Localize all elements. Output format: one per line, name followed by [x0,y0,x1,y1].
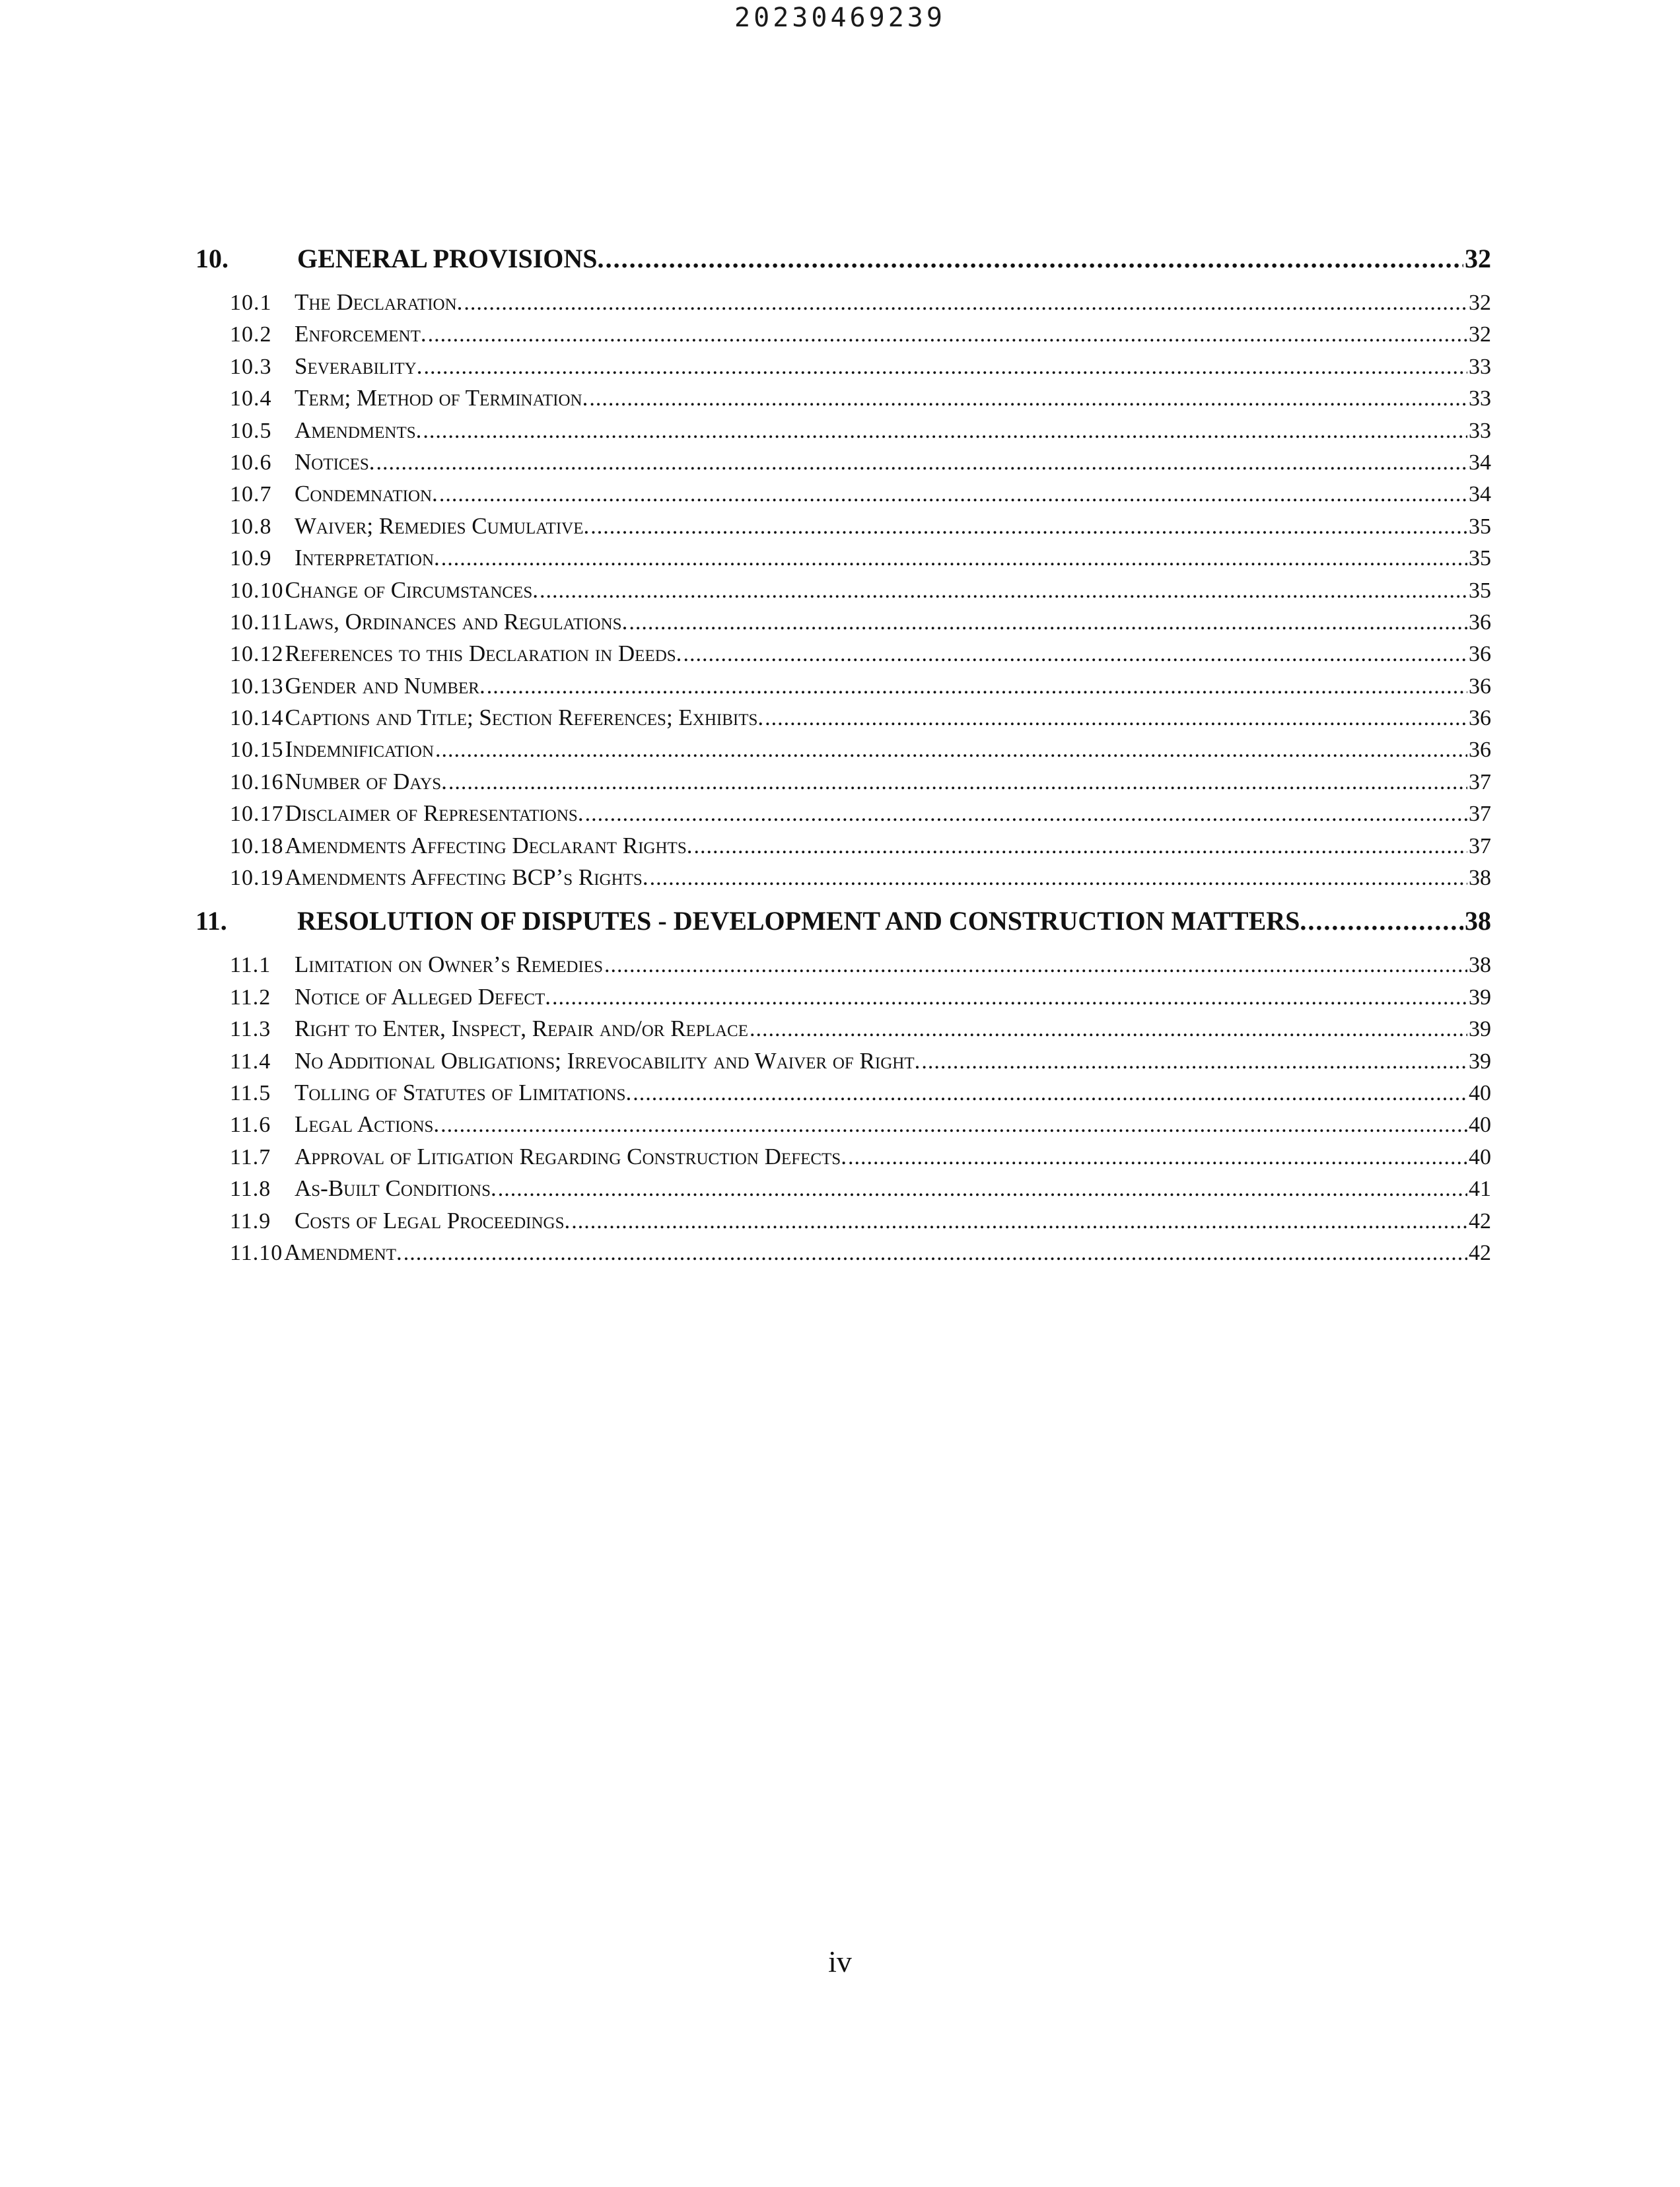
entry-page: 39 [1469,1049,1491,1074]
entry-number: 11.10 [230,1240,283,1265]
dot-leader [1308,905,1463,936]
dot-leader [633,1081,1467,1106]
dot-leader [435,738,1467,763]
section-number: 10. [195,244,228,273]
dot-leader [606,243,1463,274]
entry-page: 32 [1469,291,1491,315]
dot-leader [403,1241,1467,1266]
entry-number: 10.19 [230,866,284,891]
toc-entry[interactable] [195,449,1491,481]
toc-entry[interactable] [195,1144,1491,1175]
dot-leader [498,1177,1467,1202]
section-title: RESOLUTION OF DISPUTES - DEVELOPMENT AND CONSTRUCTION MATTERS. [297,906,1307,936]
entry-number: 11.8 [230,1177,271,1202]
dot-leader [585,802,1467,827]
toc-entry[interactable] [195,417,1491,449]
entry-number: 11.3 [230,1017,271,1042]
entry-number: 11.9 [230,1208,271,1233]
toc-section-heading[interactable] [195,905,1491,937]
entry-number: 10.16 [230,769,284,794]
entry-number: 10.11 [230,609,283,635]
entry-number: 10.17 [230,802,284,827]
entry-title: The Declaration. [295,289,463,315]
entry-title: Interpretation. [295,545,440,571]
entry-number: 10.8 [230,514,272,539]
dot-leader [650,866,1467,891]
entry-page: 39 [1469,1017,1491,1042]
toc-entry[interactable] [195,353,1491,385]
entry-title: Term; Method of Termination. [295,385,588,411]
entry-title: Right to Enter, Inspect, Repair and/or Replace [295,1016,748,1042]
dot-leader [765,706,1467,731]
toc-entry[interactable] [195,705,1491,736]
dot-leader [439,482,1467,507]
toc-section-items [195,289,1491,896]
entry-title: No Additional Obligations; Irrevocability and Waiver of Right. [295,1047,921,1074]
dot-leader [441,546,1467,571]
entry-page: 42 [1469,1240,1491,1265]
toc-entry[interactable] [195,984,1491,1016]
entry-page: 39 [1469,985,1491,1010]
toc-entry[interactable] [195,385,1491,417]
dot-leader [693,834,1467,859]
dot-leader [604,953,1467,978]
toc-entry[interactable] [195,952,1491,983]
toc-entry[interactable] [195,864,1491,896]
page-number: iv [828,1945,852,1978]
entry-title: Amendments Affecting Declarant Rights. [285,832,693,858]
entry-page: 35 [1469,514,1491,539]
entry-page: 38 [1469,866,1491,891]
dot-leader [571,1209,1467,1234]
entry-page: 36 [1469,674,1491,699]
entry-number: 10.7 [230,482,272,507]
section-number: 11. [195,906,227,936]
toc-entry[interactable] [195,513,1491,545]
entry-title: Enforcement. [295,321,427,347]
entry-title: Limitation on Owner’s Remedies [295,952,603,978]
entry-number: 11.5 [230,1080,271,1105]
toc-entry[interactable] [195,833,1491,864]
toc-entry[interactable] [195,641,1491,672]
entry-title: Laws, Ordinances and Regulations. [284,608,628,635]
entry-page: 34 [1469,450,1491,475]
toc-entry[interactable] [195,1208,1491,1239]
dot-leader [428,322,1467,347]
dot-leader [487,674,1467,699]
entry-number: 10.10 [230,578,284,603]
toc-entry[interactable] [195,800,1491,832]
entry-page: 36 [1469,706,1491,731]
dot-leader [448,770,1467,795]
entry-title: Gender and Number. [285,672,485,699]
dot-leader [440,1113,1467,1138]
entry-number: 11.1 [230,953,271,978]
entry-page: 33 [1469,418,1491,443]
entry-number: 10.9 [230,546,272,571]
dot-leader [423,355,1467,380]
entry-title: Waiver; Remedies Cumulative. [295,512,590,539]
toc-entry[interactable] [195,736,1491,768]
entry-title: References to this Declaration in Deeds. [285,641,682,667]
entry-number: 10.2 [230,322,272,347]
entry-title: As-Built Conditions. [295,1175,497,1202]
entry-page: 36 [1469,642,1491,667]
entry-title: Tolling of Statutes of Limitations. [295,1079,632,1105]
section-page: 32 [1465,244,1491,273]
toc-section-items [195,952,1491,1271]
dot-leader [683,642,1467,667]
entry-number: 10.5 [230,418,272,443]
entry-title: Amendment. [284,1239,402,1265]
entry-page: 36 [1469,738,1491,763]
entry-number: 11.7 [230,1144,271,1169]
entry-title: Legal Actions. [295,1111,440,1138]
entry-number: 10.13 [230,674,284,699]
toc-entry[interactable] [195,769,1491,800]
section-page: 38 [1465,906,1491,936]
entry-title: Notices. [295,448,375,475]
entry-page: 37 [1469,802,1491,827]
entry-page: 41 [1469,1177,1491,1202]
dot-leader [629,610,1467,635]
toc-section-heading[interactable] [195,243,1491,275]
entry-title: Condemnation. [295,481,438,507]
toc-entry[interactable] [195,1080,1491,1111]
entry-title: Approval of Litigation Regarding Construction Defects. [295,1143,847,1169]
entry-page: 38 [1469,953,1491,978]
dot-leader [921,1049,1467,1074]
entry-title: Number of Days. [285,768,447,794]
entry-title: Notice of Alleged Defect. [295,983,551,1010]
dot-leader [540,578,1467,604]
toc-entry[interactable] [195,545,1491,576]
entry-page: 34 [1469,482,1491,507]
entry-page: 35 [1469,578,1491,603]
entry-number: 11.4 [230,1049,271,1074]
entry-number: 10.1 [230,291,272,315]
dot-leader [464,291,1467,316]
toc-entry[interactable] [195,1016,1491,1047]
toc-entry[interactable] [195,481,1491,512]
entry-number: 10.15 [230,738,284,763]
entry-number: 10.14 [230,706,284,731]
toc-entry[interactable] [195,1239,1491,1271]
entry-number: 10.12 [230,642,284,667]
section-title: GENERAL PROVISIONS. [297,244,604,273]
entry-title: Costs of Legal Proceedings. [295,1207,571,1233]
entry-page: 42 [1469,1208,1491,1233]
entry-page: 36 [1469,609,1491,635]
entry-page: 37 [1469,833,1491,858]
entry-title: Severability. [295,353,423,379]
entry-title: Change of Circumstances. [285,576,538,603]
entry-page: 32 [1469,322,1491,347]
entry-page: 35 [1469,546,1491,571]
entry-number: 10.18 [230,833,284,858]
entry-title: Disclaimer of Representations. [285,800,584,827]
entry-number: 10.3 [230,354,272,379]
toc-entry[interactable] [195,1111,1491,1143]
entry-title: Amendments Affecting BCP’s Rights. [285,864,648,891]
table-of-contents [195,243,1491,1280]
toc-entry[interactable] [195,289,1491,321]
entry-page: 33 [1469,386,1491,411]
dot-leader [848,1145,1467,1170]
toc-entry[interactable] [195,609,1491,641]
entry-number: 10.4 [230,386,272,411]
entry-page: 40 [1469,1113,1491,1138]
dot-leader [552,985,1467,1010]
entry-number: 11.6 [230,1113,271,1138]
document-number: 20230469239 [734,3,946,33]
dot-leader [589,386,1467,411]
entry-title: Captions and Title; Section References; Exhibits. [285,705,764,731]
entry-page: 40 [1469,1080,1491,1105]
dot-leader [750,1017,1467,1042]
dot-leader [590,514,1467,539]
entry-number: 10.6 [230,450,272,475]
toc-entry[interactable] [195,577,1491,609]
toc-entry[interactable] [195,1048,1491,1080]
toc-entry[interactable] [195,673,1491,705]
dot-leader [423,419,1467,444]
dot-leader [376,450,1467,475]
entry-page: 40 [1469,1144,1491,1169]
entry-number: 11.2 [230,985,271,1010]
toc-entry[interactable] [195,1175,1491,1207]
entry-page: 37 [1469,769,1491,794]
entry-page: 33 [1469,354,1491,379]
entry-title: Indemnification [285,736,435,763]
entry-title: Amendments. [295,417,422,443]
toc-entry[interactable] [195,321,1491,353]
